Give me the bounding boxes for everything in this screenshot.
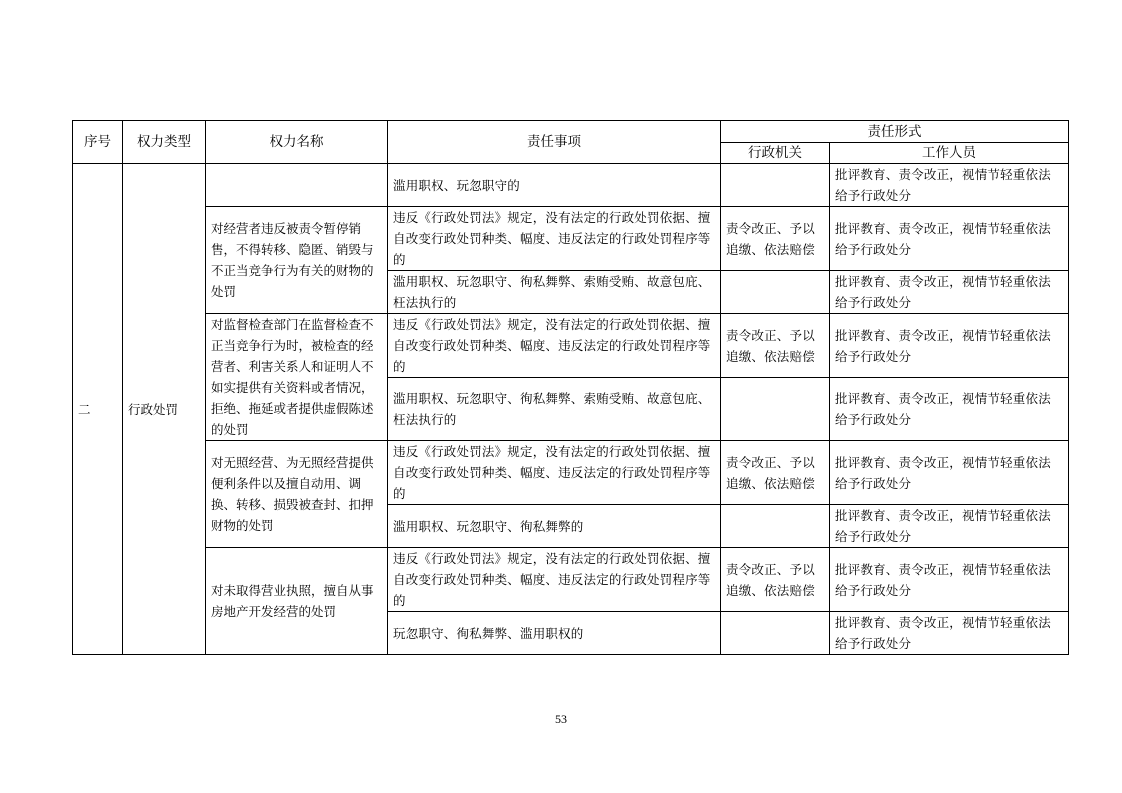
header-responsibility-form: 责任形式 xyxy=(721,121,1069,143)
organ-cell xyxy=(721,612,830,655)
power-name-cell: 对监督检查部门在监督检查不正当竞争行为时，被检查的经营者、利害关系人和证明人不如实提供有关资料或者情况，拒绝、拖延或者提供虚假陈述的处罚 xyxy=(206,314,388,441)
table-row xyxy=(73,164,1069,207)
matter-cell: 滥用职权、玩忽职守的 xyxy=(388,164,721,207)
header-responsibility-matter: 责任事项 xyxy=(388,121,721,164)
organ-cell: 责令改正、予以追缴、依法赔偿 xyxy=(721,548,830,612)
matter-cell: 滥用职权、玩忽职守、徇私舞弊、索贿受贿、故意包庇、枉法执行的 xyxy=(388,271,721,314)
matter-cell: 玩忽职守、徇私舞弊、滥用职权的 xyxy=(388,612,721,655)
staff-cell: 批评教育、责令改正，视情节轻重依法给予行政处分 xyxy=(830,612,1069,655)
table-row xyxy=(73,207,1069,271)
table-row xyxy=(73,314,1069,378)
staff-cell: 批评教育、责令改正，视情节轻重依法给予行政处分 xyxy=(830,314,1069,378)
power-name-cell: 对无照经营、为无照经营提供便利条件以及擅自动用、调换、转移、损毁被查封、扣押财物的处罚 xyxy=(206,441,388,548)
seq-cell: 二 xyxy=(73,164,123,655)
matter-cell: 违反《行政处罚法》规定，没有法定的行政处罚依据、擅自改变行政处罚种类、幅度、违反法定的行政处罚程序等的 xyxy=(388,314,721,378)
matter-cell: 违反《行政处罚法》规定，没有法定的行政处罚依据、擅自改变行政处罚种类、幅度、违反法定的行政处罚程序等的 xyxy=(388,441,721,505)
matter-cell: 违反《行政处罚法》规定，没有法定的行政处罚依据、擅自改变行政处罚种类、幅度、违反法定的行政处罚程序等的 xyxy=(388,548,721,612)
matter-cell: 违反《行政处罚法》规定，没有法定的行政处罚依据、擅自改变行政处罚种类、幅度、违反法定的行政处罚程序等的 xyxy=(388,207,721,271)
organ-cell: 责令改正、予以追缴、依法赔偿 xyxy=(721,207,830,271)
power-type-cell: 行政处罚 xyxy=(123,164,206,655)
header-power-name: 权力名称 xyxy=(206,121,388,164)
staff-cell: 批评教育、责令改正，视情节轻重依法给予行政处分 xyxy=(830,271,1069,314)
page-number: 53 xyxy=(555,712,567,726)
organ-cell xyxy=(721,164,830,207)
organ-cell xyxy=(721,271,830,314)
power-name-cell: 对经营者违反被责令暂停销售，不得转移、隐匿、销毁与不正当竞争行为有关的财物的处罚 xyxy=(206,207,388,314)
responsibility-table xyxy=(72,120,1069,655)
matter-cell: 滥用职权、玩忽职守、徇私舞弊、索贿受贿、故意包庇、枉法执行的 xyxy=(388,378,721,441)
matter-cell: 滥用职权、玩忽职守、徇私舞弊的 xyxy=(388,505,721,548)
header-power-type: 权力类型 xyxy=(123,121,206,164)
table-row xyxy=(73,441,1069,505)
power-name-cell xyxy=(206,164,388,207)
table-row xyxy=(73,548,1069,612)
organ-cell: 责令改正、予以追缴、依法赔偿 xyxy=(721,441,830,505)
header-administrative-organ: 行政机关 xyxy=(721,143,830,164)
power-name-cell: 对未取得营业执照，擅自从事房地产开发经营的处罚 xyxy=(206,548,388,655)
staff-cell: 批评教育、责令改正，视情节轻重依法给予行政处分 xyxy=(830,441,1069,505)
header-staff: 工作人员 xyxy=(830,143,1069,164)
staff-cell: 批评教育、责令改正，视情节轻重依法给予行政处分 xyxy=(830,164,1069,207)
staff-cell: 批评教育、责令改正，视情节轻重依法给予行政处分 xyxy=(830,207,1069,271)
staff-cell: 批评教育、责令改正，视情节轻重依法给予行政处分 xyxy=(830,378,1069,441)
organ-cell xyxy=(721,378,830,441)
staff-cell: 批评教育、责令改正，视情节轻重依法给予行政处分 xyxy=(830,548,1069,612)
organ-cell: 责令改正、予以追缴、依法赔偿 xyxy=(721,314,830,378)
header-seq: 序号 xyxy=(73,121,123,164)
organ-cell xyxy=(721,505,830,548)
staff-cell: 批评教育、责令改正，视情节轻重依法给予行政处分 xyxy=(830,505,1069,548)
